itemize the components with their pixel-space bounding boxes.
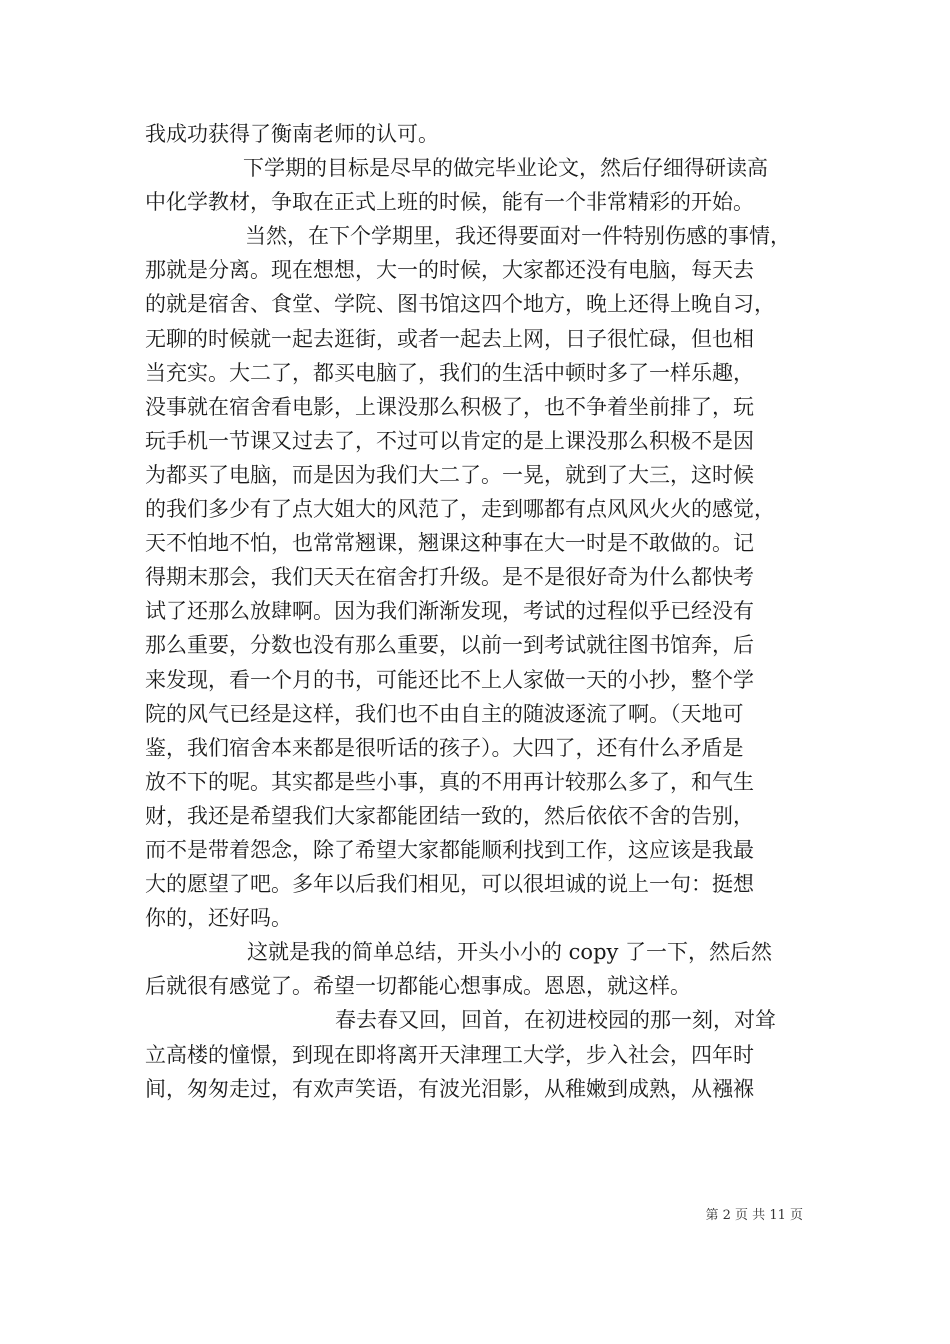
body-text-line: 玩手机一节课又过去了，不过可以肯定的是上课没那么积极不是因 <box>145 428 754 453</box>
body-text-line: 那么重要，分数也没有那么重要，以前一到考试就往图书馆奔，后 <box>145 633 754 658</box>
body-text-line: 天不怕地不怕，也常常翘课，翘课这种事在大一时是不敢做的。记 <box>145 531 754 556</box>
body-text-line: 为都买了电脑，而是因为我们大二了。一晃，就到了大三，这时候 <box>145 462 754 487</box>
body-text-line: 无聊的时候就一起去逛街，或者一起去上网，日子很忙碌，但也相 <box>145 326 754 351</box>
body-text-line: 没事就在宿舍看电影，上课没那么积极了，也不争着坐前排了，玩 <box>145 394 754 419</box>
body-text-line: 试了还那么放肆啊。因为我们渐渐发现，考试的过程似乎已经没有 <box>145 599 754 624</box>
body-text-line: 大的愿望了吧。多年以后我们相见，可以很坦诚的说上一句：挺想 <box>145 872 754 897</box>
body-text-line: 放不下的呢。其实都是些小事，真的不用再计较那么多了，和气生 <box>145 769 754 794</box>
body-text-line: 来发现，看一个月的书，可能还比不上人家做一天的小抄，整个学 <box>145 667 754 692</box>
body-text-line: 财，我还是希望我们大家都能团结一致的，然后依依不舍的告别， <box>145 803 754 828</box>
body-text-line: 这就是我的简单总结，开头小小的 copy 了一下，然后然 <box>247 940 773 965</box>
body-text-line: 当充实。大二了，都买电脑了，我们的生活中顿时多了一样乐趣， <box>145 360 754 385</box>
body-text-line: 立高楼的憧憬，到现在即将离开天津理工大学，步入社会，四年时 <box>145 1042 754 1067</box>
body-text-line: 后就很有感觉了。希望一切都能心想事成。恩恩，就这样。 <box>145 974 691 999</box>
body-text-line: 中化学教材，争取在正式上班的时候，能有一个非常精彩的开始。 <box>145 190 754 215</box>
body-text-line: 你的，还好吗。 <box>145 906 292 931</box>
body-text-line: 那就是分离。现在想想，大一的时候，大家都还没有电脑，每天去 <box>145 258 754 283</box>
document-body <box>145 117 810 1106</box>
body-text-line: 下学期的目标是尽早的做完毕业论文，然后仔细得研读高 <box>243 156 768 181</box>
body-text-line: 的我们多少有了点大姐大的风范了，走到哪都有点风风火火的感觉， <box>145 497 775 522</box>
body-text-line: 的就是宿舍、食堂、学院、图书馆这四个地方，晚上还得上晚自习， <box>145 292 775 317</box>
body-text-line: 春去春又回，回首，在初进校园的那一刻，对耸 <box>335 1008 776 1033</box>
body-text-line: 我成功获得了衡南老师的认可。 <box>145 122 439 146</box>
body-text-line: 鉴，我们宿舍本来都是很听话的孩子）。大四了，还有什么矛盾是 <box>145 735 744 760</box>
body-text-line: 院的风气已经是这样，我们也不由自主的随波逐流了啊。（天地可 <box>145 701 744 726</box>
body-text-line: 间，匆匆走过，有欢声笑语，有波光泪影，从稚嫩到成熟，从襁褓 <box>145 1076 754 1101</box>
page-number-footer: 第 2 页 共 11 页 <box>705 1208 803 1223</box>
body-text-line: 得期末那会，我们天天在宿舍打升级。是不是很好奇为什么都快考 <box>145 565 754 590</box>
body-text-line: 而不是带着怨念，除了希望大家都能顺利找到工作，这应该是我最 <box>145 837 754 862</box>
body-text-line: 当然，在下个学期里，我还得要面对一件特别伤感的事情， <box>245 224 791 249</box>
